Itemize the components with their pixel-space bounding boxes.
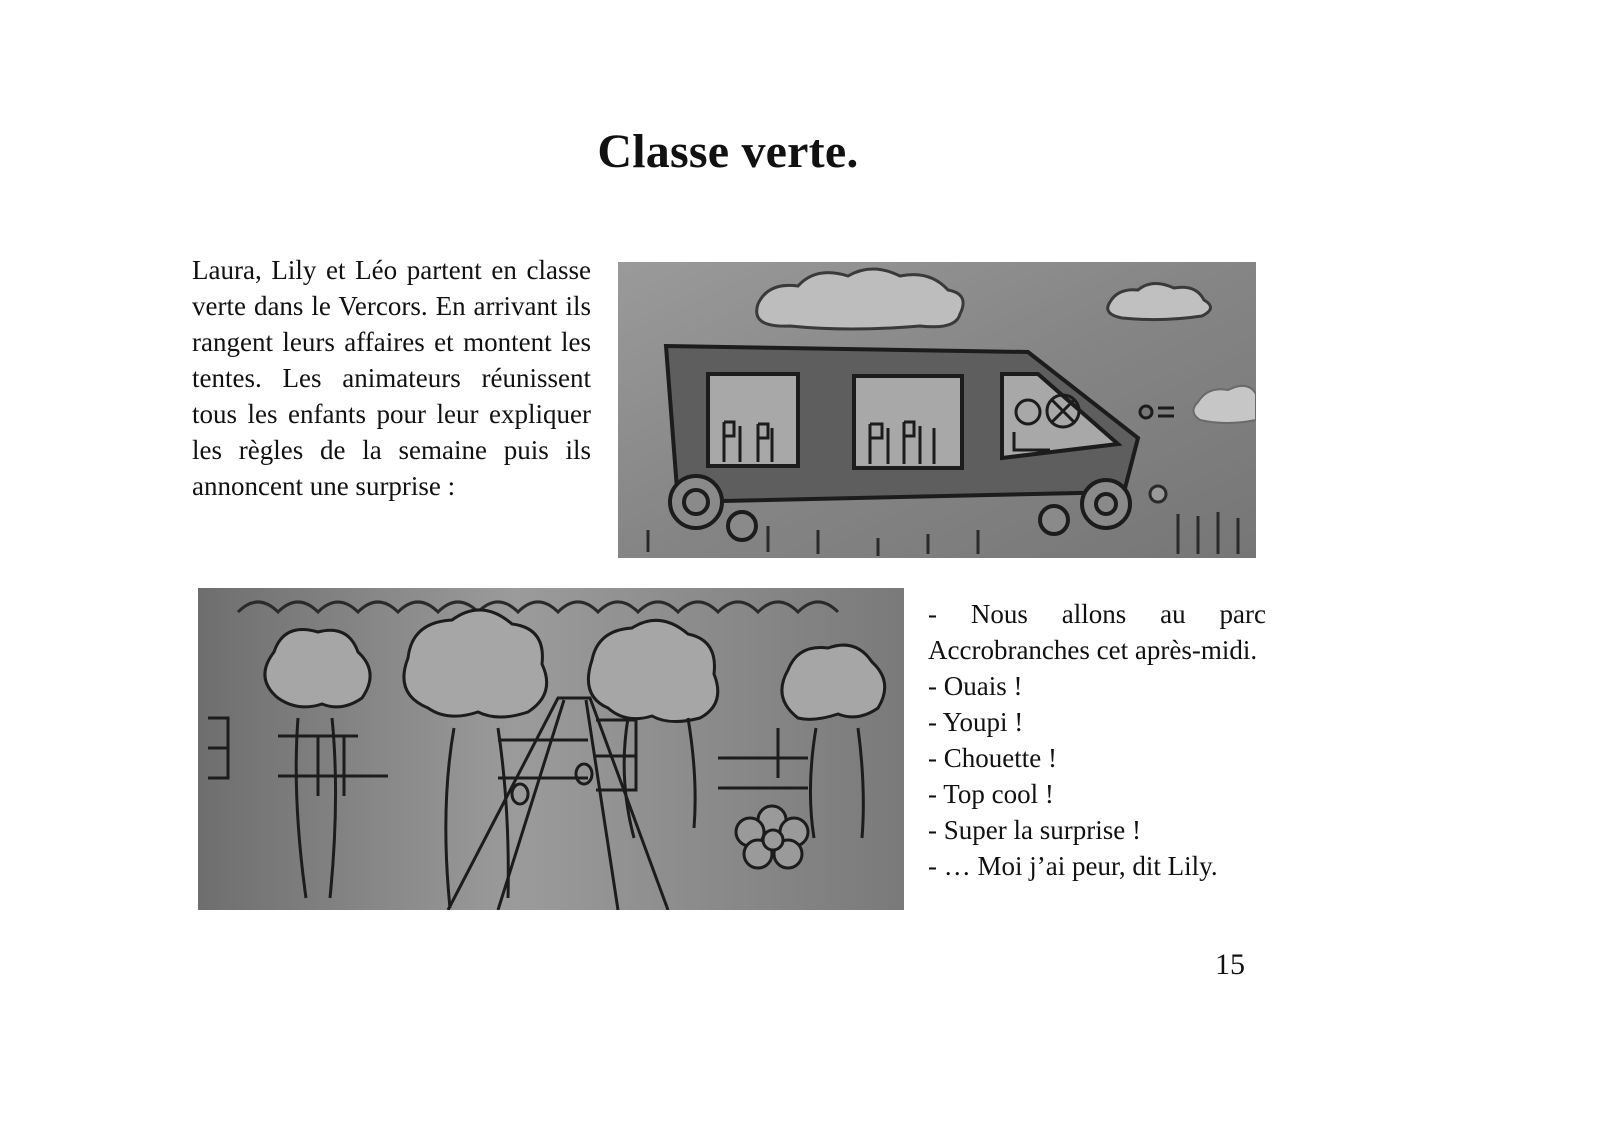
dialog-line: - Top cool ! bbox=[928, 779, 1054, 809]
bus-drawing bbox=[618, 262, 1256, 558]
page-title: Classe verte. bbox=[597, 125, 859, 178]
intro-text: Laura, Lily et Léo partent en classe verte dans le Vercors. En arrivant ils rangent leurs affaires et montent les tentes. Les animateurs réunissent tous les enfants pour leur expliquer les règles de la semaine puis ils annoncent une surprise : bbox=[192, 255, 591, 501]
dialog-line: - Nous allons au parc Accrobranches cet après-midi. bbox=[928, 599, 1266, 665]
dialog-line: - Youpi ! bbox=[928, 707, 1024, 737]
dialog-line: - Chouette ! bbox=[928, 743, 1057, 773]
dialog-paragraph bbox=[928, 596, 1266, 884]
page-number: 15 bbox=[1215, 948, 1245, 981]
dialog-line: - Super la surprise ! bbox=[928, 815, 1141, 845]
dialog-line: - Ouais ! bbox=[928, 671, 1023, 701]
intro-paragraph bbox=[192, 252, 591, 504]
forest-tent-drawing bbox=[198, 588, 904, 910]
dialog-line: - … Moi j’ai peur, dit Lily. bbox=[928, 851, 1218, 881]
